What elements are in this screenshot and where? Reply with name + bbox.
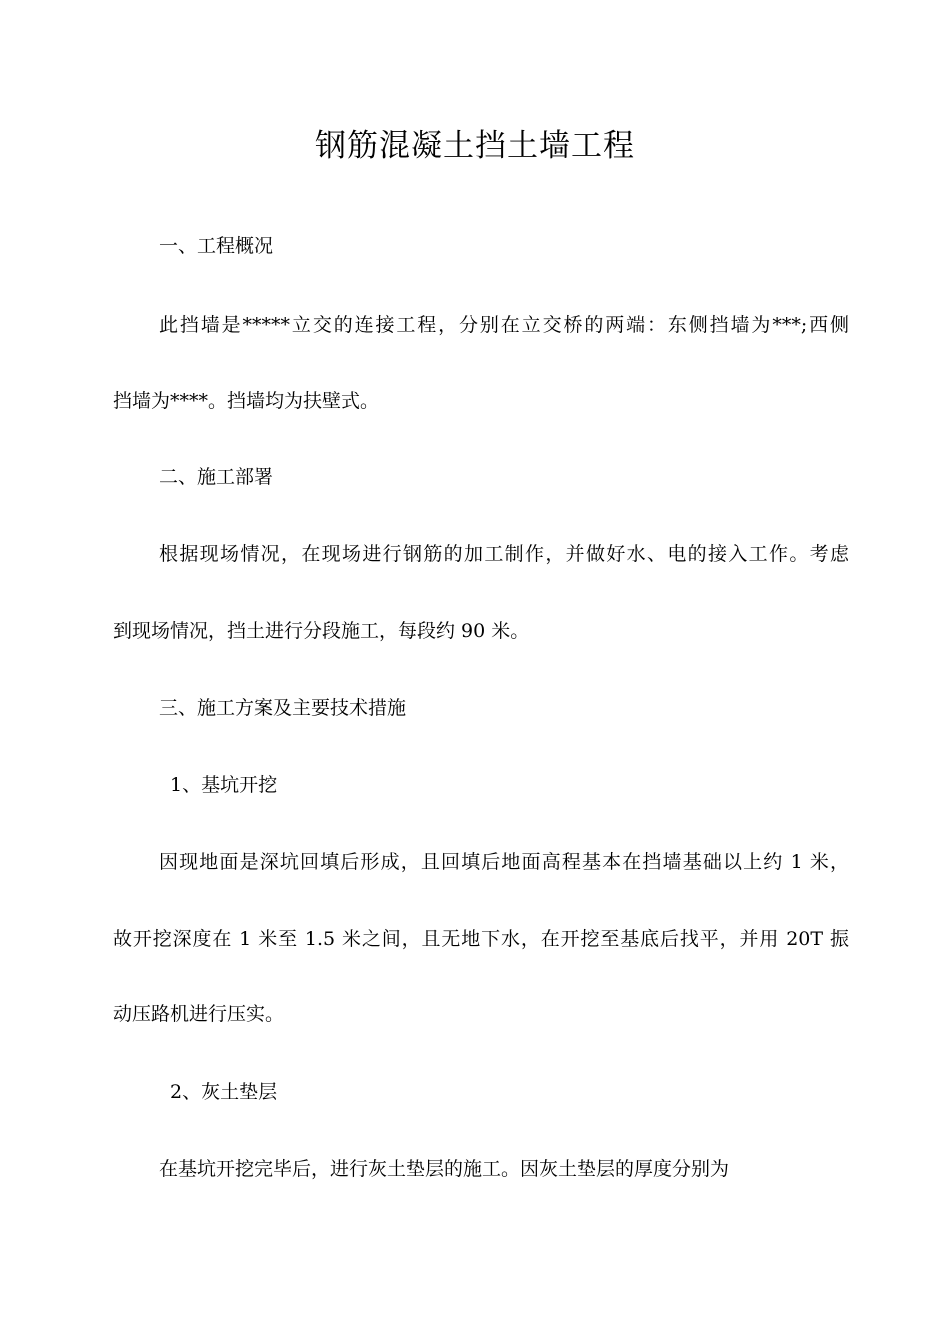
document-title: 钢筋混凝土挡土墙工程: [315, 128, 635, 164]
paragraph-line: 在基坑开挖完毕后，进行灰土垫层的施工。因灰土垫层的厚度分别为: [159, 1158, 730, 1180]
paragraph-line: 到现场情况，挡土进行分段施工，每段约 90 米。: [113, 620, 530, 642]
paragraph-line: 此挡墙是*****立交的连接工程，分别在立交桥的两端：东侧挡墙为***;西侧: [159, 314, 849, 336]
subsection-heading-lime-soil: 2、灰土垫层: [170, 1081, 278, 1103]
paragraph-line: 因现地面是深坑回填后形成，且回填后地面高程基本在挡墙基础以上约 1 米，: [159, 851, 849, 873]
section-heading-deployment: 二、施工部署: [159, 466, 274, 488]
subsection-heading-excavation: 1、基坑开挖: [170, 774, 278, 796]
paragraph-line: 根据现场情况，在现场进行钢筋的加工制作，并做好水、电的接入工作。考虑: [159, 543, 849, 565]
paragraph-line: 挡墙为****。挡墙均为扶壁式。: [113, 390, 380, 412]
section-heading-plan: 三、施工方案及主要技术措施: [159, 697, 407, 719]
paragraph-line: 动压路机进行压实。: [113, 1003, 285, 1025]
section-heading-overview: 一、工程概况: [159, 235, 274, 257]
paragraph-line: 故开挖深度在 1 米至 1.5 米之间，且无地下水，在开挖至基底后找平，并用 20T 振: [113, 928, 849, 950]
